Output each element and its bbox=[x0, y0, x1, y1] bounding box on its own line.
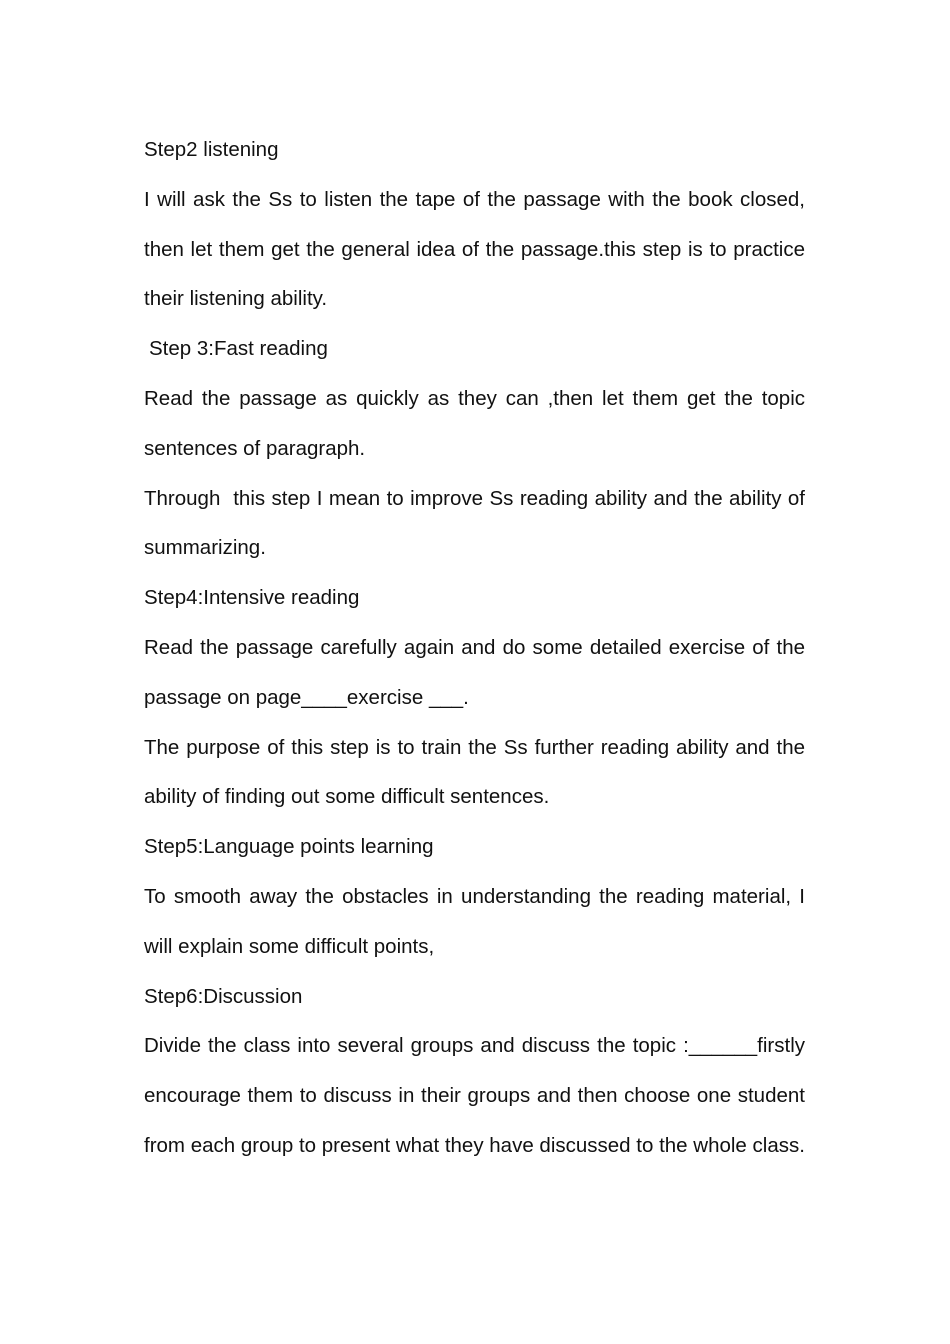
step5-paragraph: To smooth away the obstacles in understanding the reading material, I will explain some difficult points, bbox=[144, 884, 805, 958]
step4-heading: Step4:Intensive reading bbox=[144, 586, 360, 610]
step5-heading: Step5:Language points learning bbox=[144, 835, 434, 859]
step3-heading: Step 3:Fast reading bbox=[149, 337, 328, 361]
step3-purpose-paragraph: Through this step I mean to improve Ss reading ability and the ability of summarizing. bbox=[144, 486, 811, 560]
step4-purpose-paragraph: The purpose of this step is to train the Ss further reading ability and the ability of finding out some difficult sentences. bbox=[144, 735, 805, 809]
step3-paragraph: Read the passage as quickly as they can ,then let them get the topic sentences of paragraph. bbox=[144, 386, 805, 460]
step2-paragraph: I will ask the Ss to listen the tape of the passage with the book closed, then let them get the general idea of the passage.this step is to practice their listening ability. bbox=[144, 187, 805, 311]
step6-paragraph: Divide the class into several groups and discuss the topic :______firstly encourage them to discuss in their groups and then choose one student from each group to present what they have discussed to the whole class. bbox=[144, 1034, 805, 1157]
document-body bbox=[144, 125, 811, 1171]
step4-paragraph: Read the passage carefully again and do some detailed exercise of the passage on page____exercise ___. bbox=[144, 635, 805, 709]
step2-heading: Step2 listening bbox=[144, 138, 279, 161]
step6-heading: Step6:Discussion bbox=[144, 984, 303, 1008]
